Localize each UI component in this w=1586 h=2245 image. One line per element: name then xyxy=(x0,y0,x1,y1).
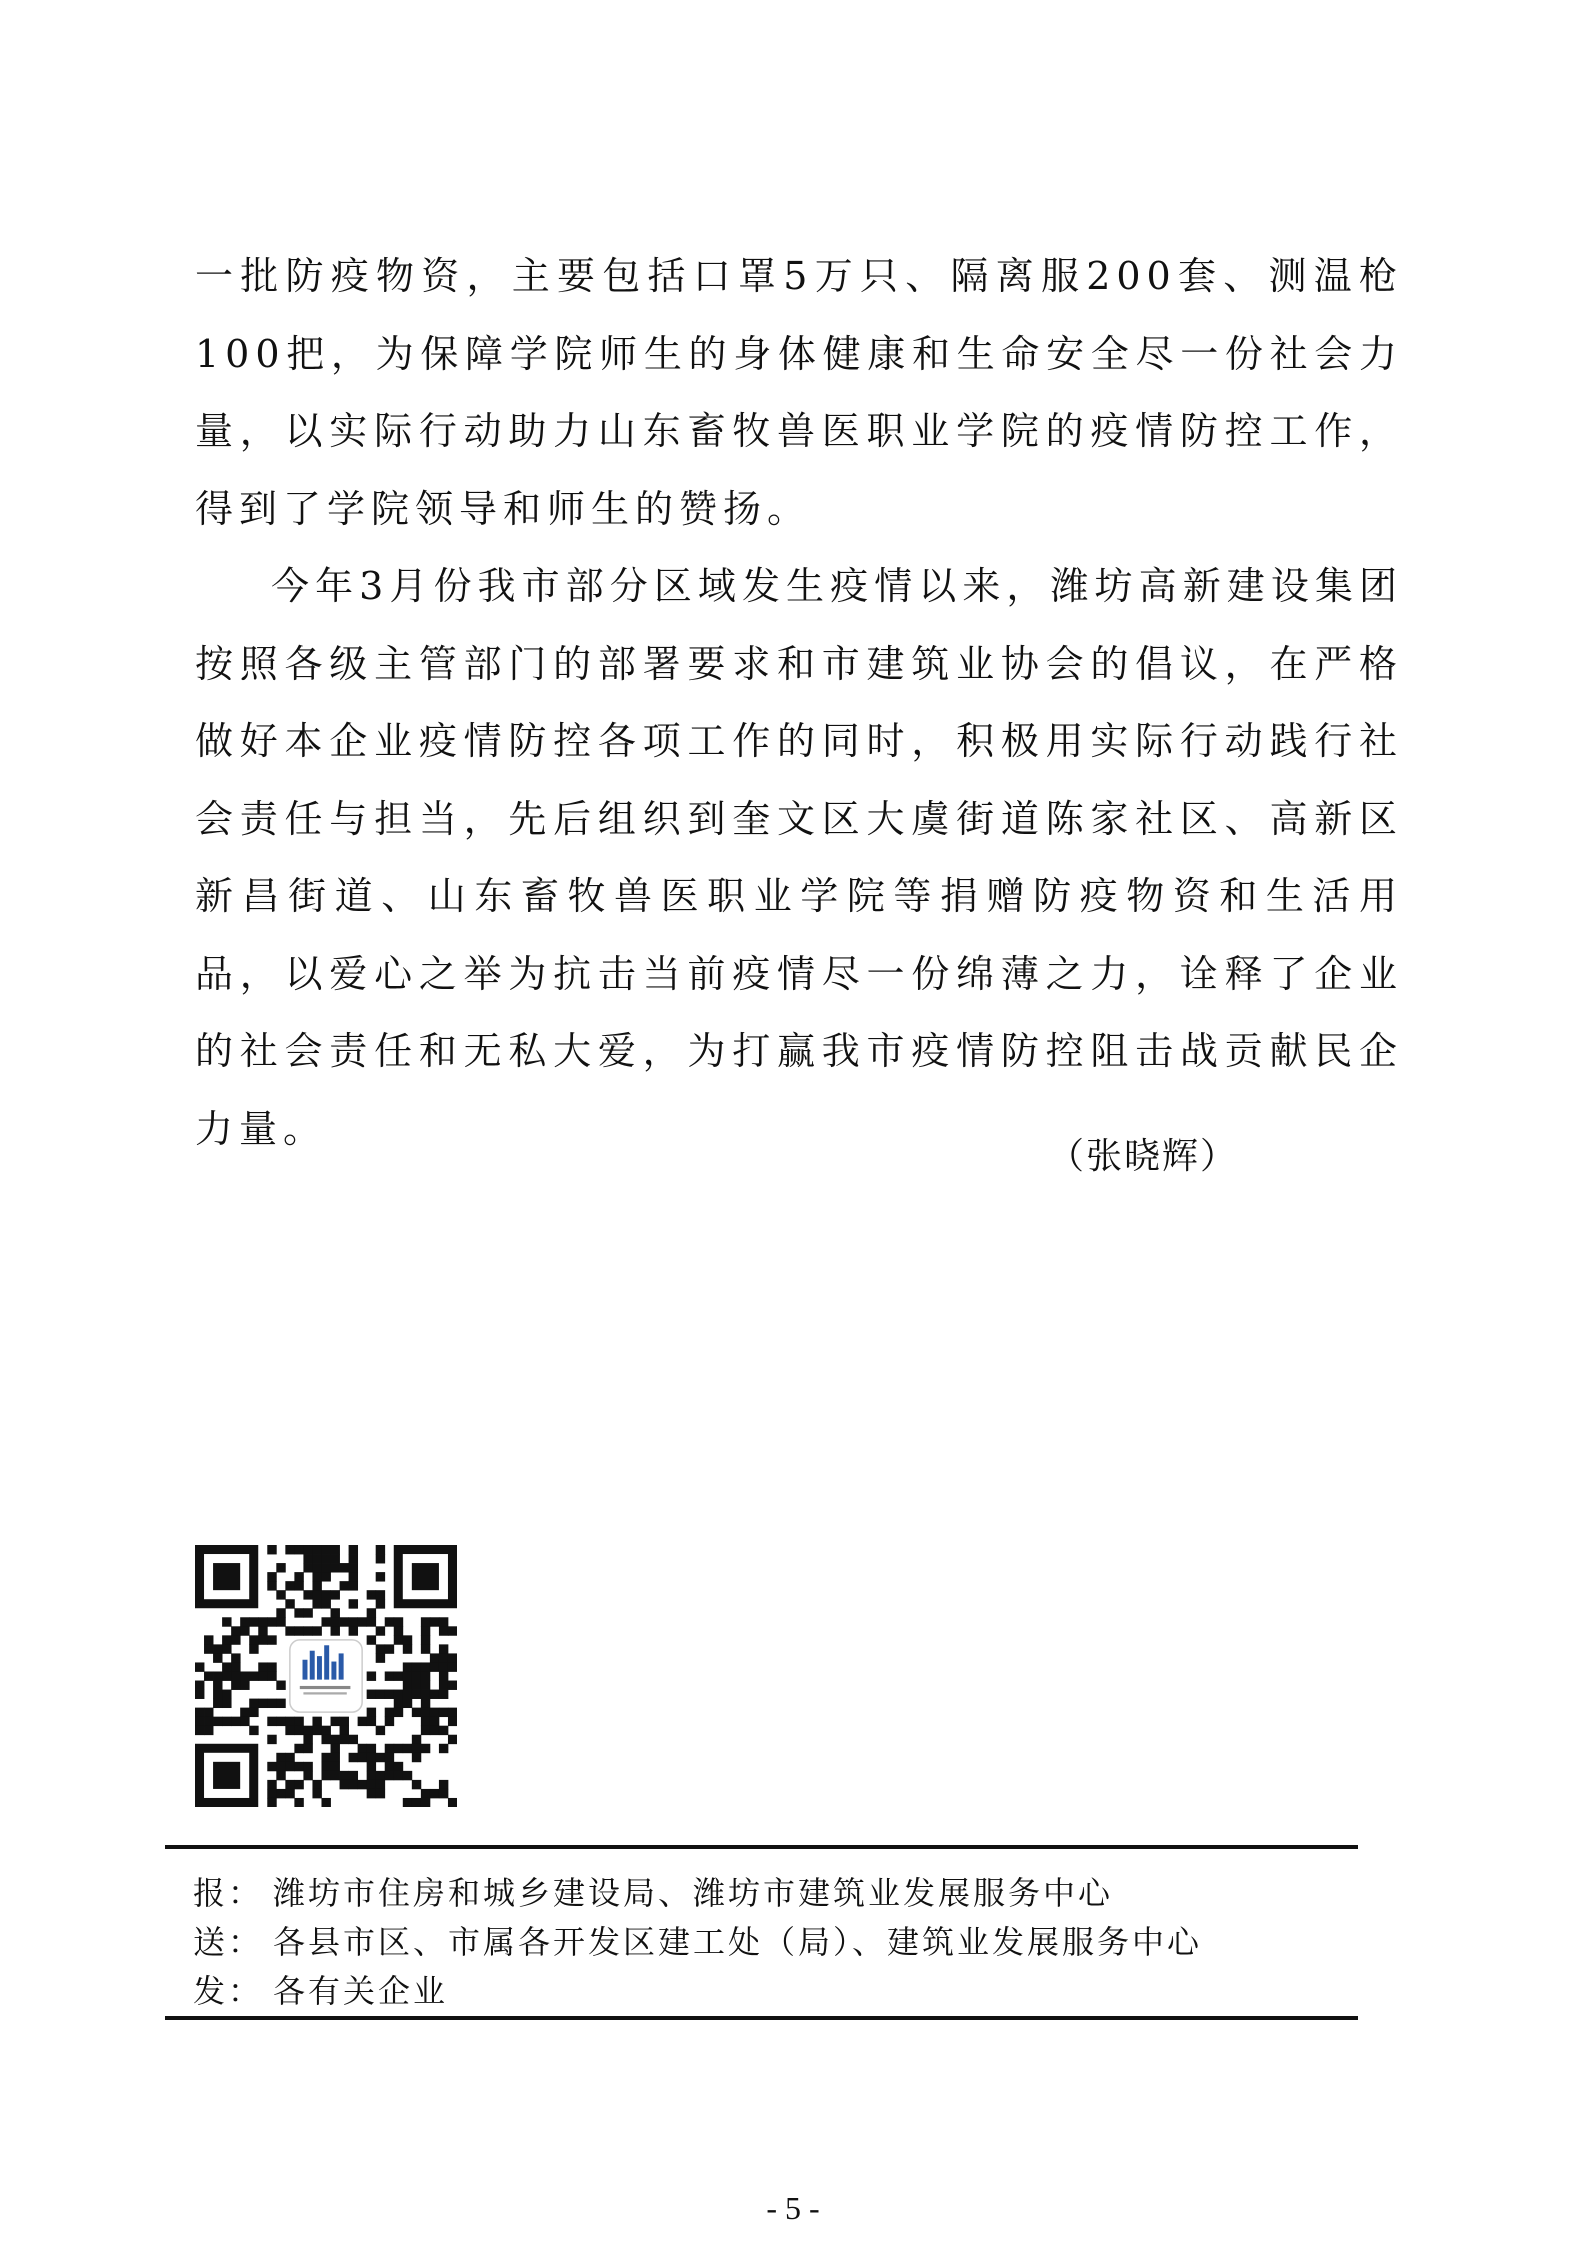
qr-code-icon xyxy=(195,1545,457,1807)
distribution-top-rule xyxy=(165,1845,1358,1849)
page-number: - 5 - xyxy=(766,2190,820,2226)
paragraph-2: 今年3月份我市部分区域发生疫情以来，潍坊高新建设集团按照各级主管部门的部署要求和市建筑业协会的倡议，在严格做好本企业疫情防控各项工作的同时，积极用实际行动践行社会责任与担当，先后组织到奎文区大虞街道陈家社区、高新区新昌街道、山东畜牧兽医职业学院等捐赠防疫物资和生活用品，以爱心之举为抗击当前疫情尽一份绵薄之力，诠释了企业的社会责任和无私大爱，为打赢我市疫情防控阻击战贡献民企力量。 xyxy=(195,564,1403,1151)
distribution-send-label: 送： xyxy=(193,1923,264,1961)
paragraph-1: 一批防疫物资，主要包括口罩5万只、隔离服200套、测温枪100把，为保障学院师生的身体健康和生命安全尽一份社会力量，以实际行动助力山东畜牧兽医职业学院的疫情防控工作，得到了学院领导和师生的赞扬。 xyxy=(195,254,1403,531)
author-signature: （张晓辉） xyxy=(1048,1136,1239,1177)
distribution-report-text: 潍坊市住房和城乡建设局、潍坊市建筑业发展服务中心 xyxy=(273,1874,1114,1912)
distribution-send-text: 各县市区、市属各开发区建工处（局）、建筑业发展服务中心 xyxy=(273,1923,1203,1961)
distribution-issue-text: 各有关企业 xyxy=(273,1972,449,2010)
distribution-report-row xyxy=(193,1868,1113,1914)
qr-code-graphic xyxy=(195,1545,457,1807)
distribution-issue-row xyxy=(193,1966,448,2012)
distribution-issue-label: 发： xyxy=(193,1972,264,2010)
distribution-send-row xyxy=(193,1917,1202,1963)
distribution-bottom-rule xyxy=(165,2016,1358,2020)
distribution-report-label: 报： xyxy=(193,1874,264,1912)
article-body xyxy=(195,238,1403,1168)
